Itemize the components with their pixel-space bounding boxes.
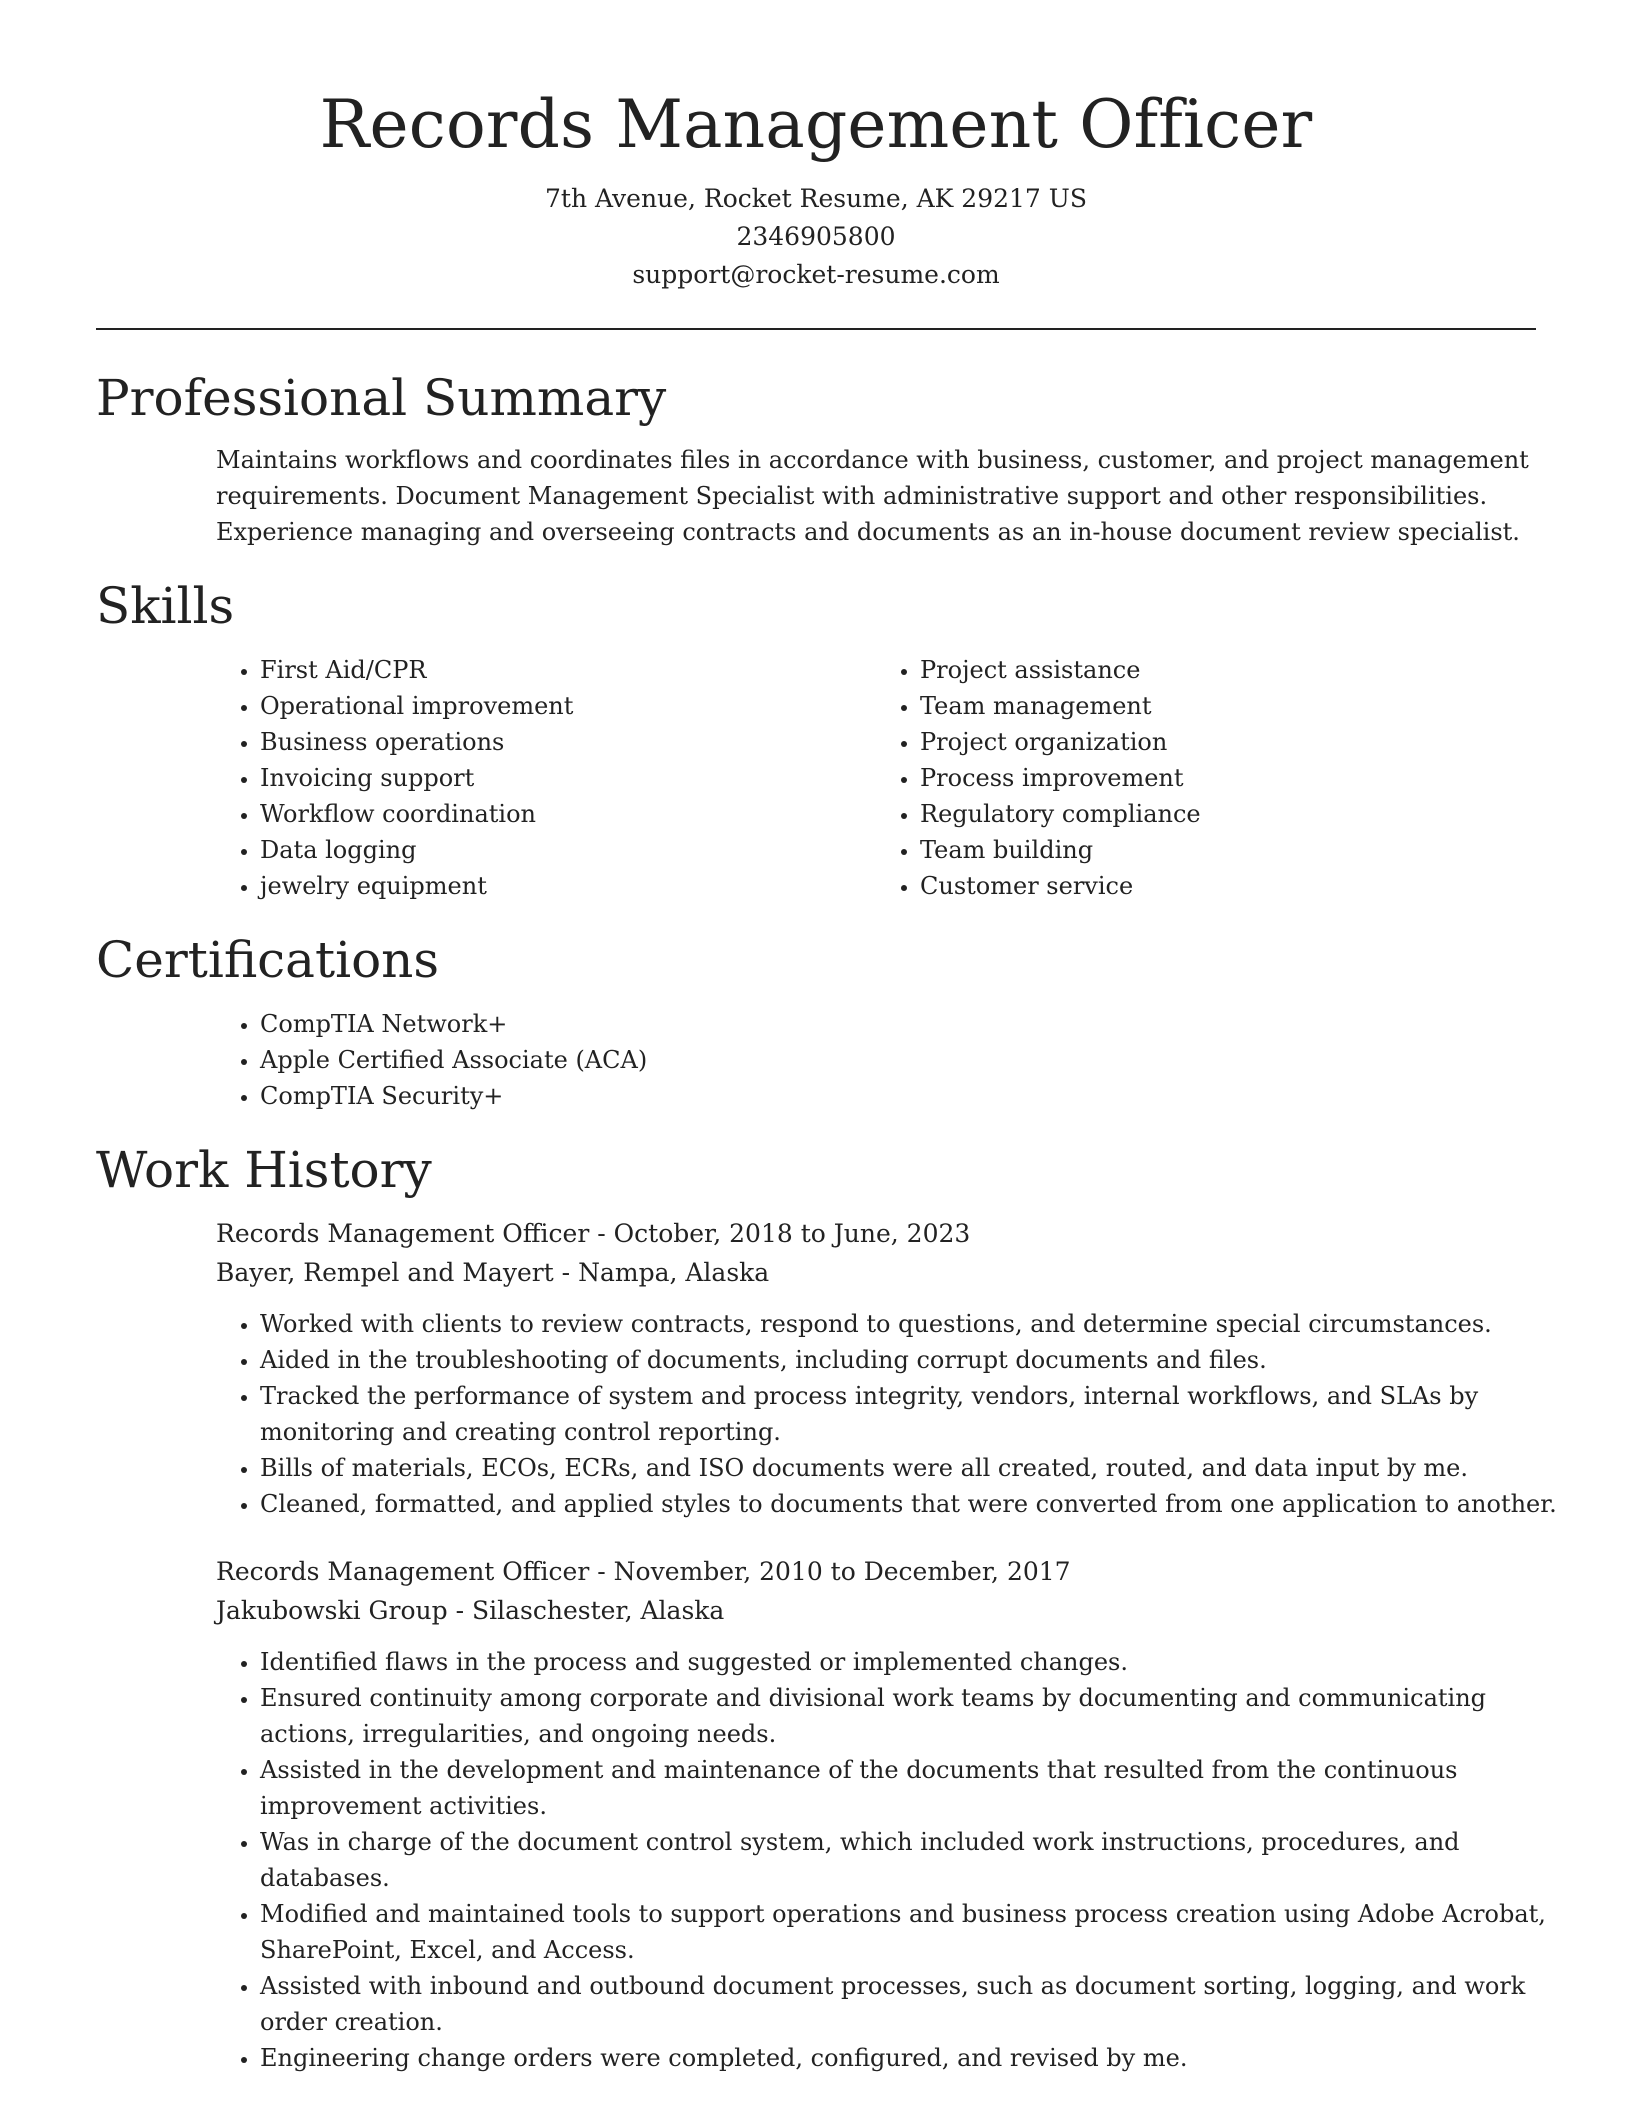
job-bullet: • Assisted in the development and maintenance of the documents that resulted from the continuous improvement activities. [260,1752,1560,1824]
skills-list-left [216,652,876,904]
header-divider [96,328,1536,330]
work-history-heading: Work History [96,1141,432,1199]
job-bullet: • Tracked the performance of system and process integrity, vendors, internal workflows, and SLAs by monitoring and creating control reporting. [260,1378,1560,1450]
job-location: Nampa, Alaska [578,1258,770,1287]
skill-item: • Workflow coordination [260,796,876,832]
resume-header [96,0,1536,294]
job-company: Jakubowski Group [216,1596,448,1625]
job-bullet: • Engineering change orders were completed, configured, and revised by me. [260,2040,1560,2076]
job-title-line: Records Management Officer - October, 2018 to June, 2023 [216,1219,971,1248]
summary-text: Maintains workflows and coordinates files in accordance with business, customer, and project management requirements. Document Management Specialist with administrative support and other responsibilities. Experience managing and overseeing contracts and documents as an in-house document review specialist. [216,446,1529,546]
certification-item: • CompTIA Security+ [260,1078,1536,1114]
certifications-heading: Certifications [96,931,440,989]
job-company-line: Bayer, Rempel and Mayert - Nampa, Alaska [216,1258,770,1287]
work-history-section [96,1138,1557,2076]
skill-item: • Business operations [260,724,876,760]
skills-heading: Skills [96,577,235,635]
skill-item: • jewelry equipment [260,868,876,904]
job-title: Records Management Officer [216,1219,590,1248]
job-bullet: • Worked with clients to review contracts, respond to questions, and determine special circumstances. [260,1306,1560,1342]
job-bullet: • Modified and maintained tools to support operations and business process creation using Adobe Acrobat, SharePoint, Excel, and Access. [260,1896,1560,1968]
certification-item: • Apple Certified Associate (ACA) [260,1042,1536,1078]
job-bullet: • Aided in the troubleshooting of documents, including corrupt documents and files. [260,1342,1560,1378]
skill-item: • Invoicing support [260,760,876,796]
skills-list-right [876,652,1536,904]
job-dates: October, 2018 to June, 2023 [613,1219,971,1248]
certifications-list [216,1006,1536,1114]
skill-item: • Customer service [920,868,1536,904]
skills-columns [216,652,1536,904]
job-location: Silaschester, Alaska [471,1596,725,1625]
certification-item: • CompTIA Network+ [260,1006,1536,1042]
contact-phone: 2346905800 [736,222,896,251]
candidate-name: Records Management Officer [319,86,1313,163]
skill-item: • Regulatory compliance [920,796,1536,832]
job-bullet: • Cleaned, formatted, and applied styles to documents that were converted from one application to another. [260,1486,1560,1522]
skill-item: • Team management [920,688,1536,724]
job-bullet: • Assisted with inbound and outbound document processes, such as document sorting, logging, and work order creation. [260,1968,1560,2040]
job-company: Bayer, Rempel and Mayert [216,1258,554,1287]
skill-item: • Team building [920,832,1536,868]
contact-email: support@rocket-resume.com [632,260,1000,289]
job-bullet: • Identified flaws in the process and suggested or implemented changes. [260,1644,1560,1680]
summary-section [96,366,1536,550]
job-company-line: Jakubowski Group - Silaschester, Alaska [216,1596,725,1625]
job-entry [216,1214,1557,1522]
job-bullet: • Bills of materials, ECOs, ECRs, and ISO documents were all created, routed, and data input by me. [260,1450,1560,1486]
summary-heading: Professional Summary [96,369,667,427]
job-entry [216,1552,1546,2076]
skill-item: • Process improvement [920,760,1536,796]
job-bullets [216,1644,1560,2076]
job-bullets [216,1306,1560,1522]
contact-info [96,180,1536,294]
job-bullet: • Was in charge of the document control system, which included work instructions, procedures, and databases. [260,1824,1560,1896]
skill-item: • Project organization [920,724,1536,760]
skill-item: • Data logging [260,832,876,868]
job-bullet: • Ensured continuity among corporate and divisional work teams by documenting and communicating actions, irregularities, and ongoing needs. [260,1680,1560,1752]
job-dates: November, 2010 to December, 2017 [613,1557,1071,1586]
certifications-section [96,928,1536,1114]
skills-section [96,574,1536,904]
skill-item: • Operational improvement [260,688,876,724]
contact-address: 7th Avenue, Rocket Resume, AK 29217 US [545,184,1087,213]
skill-item: • Project assistance [920,652,1536,688]
skill-item: • First Aid/CPR [260,652,876,688]
job-title-line: Records Management Officer - November, 2010 to December, 2017 [216,1557,1071,1586]
job-title: Records Management Officer [216,1557,590,1586]
